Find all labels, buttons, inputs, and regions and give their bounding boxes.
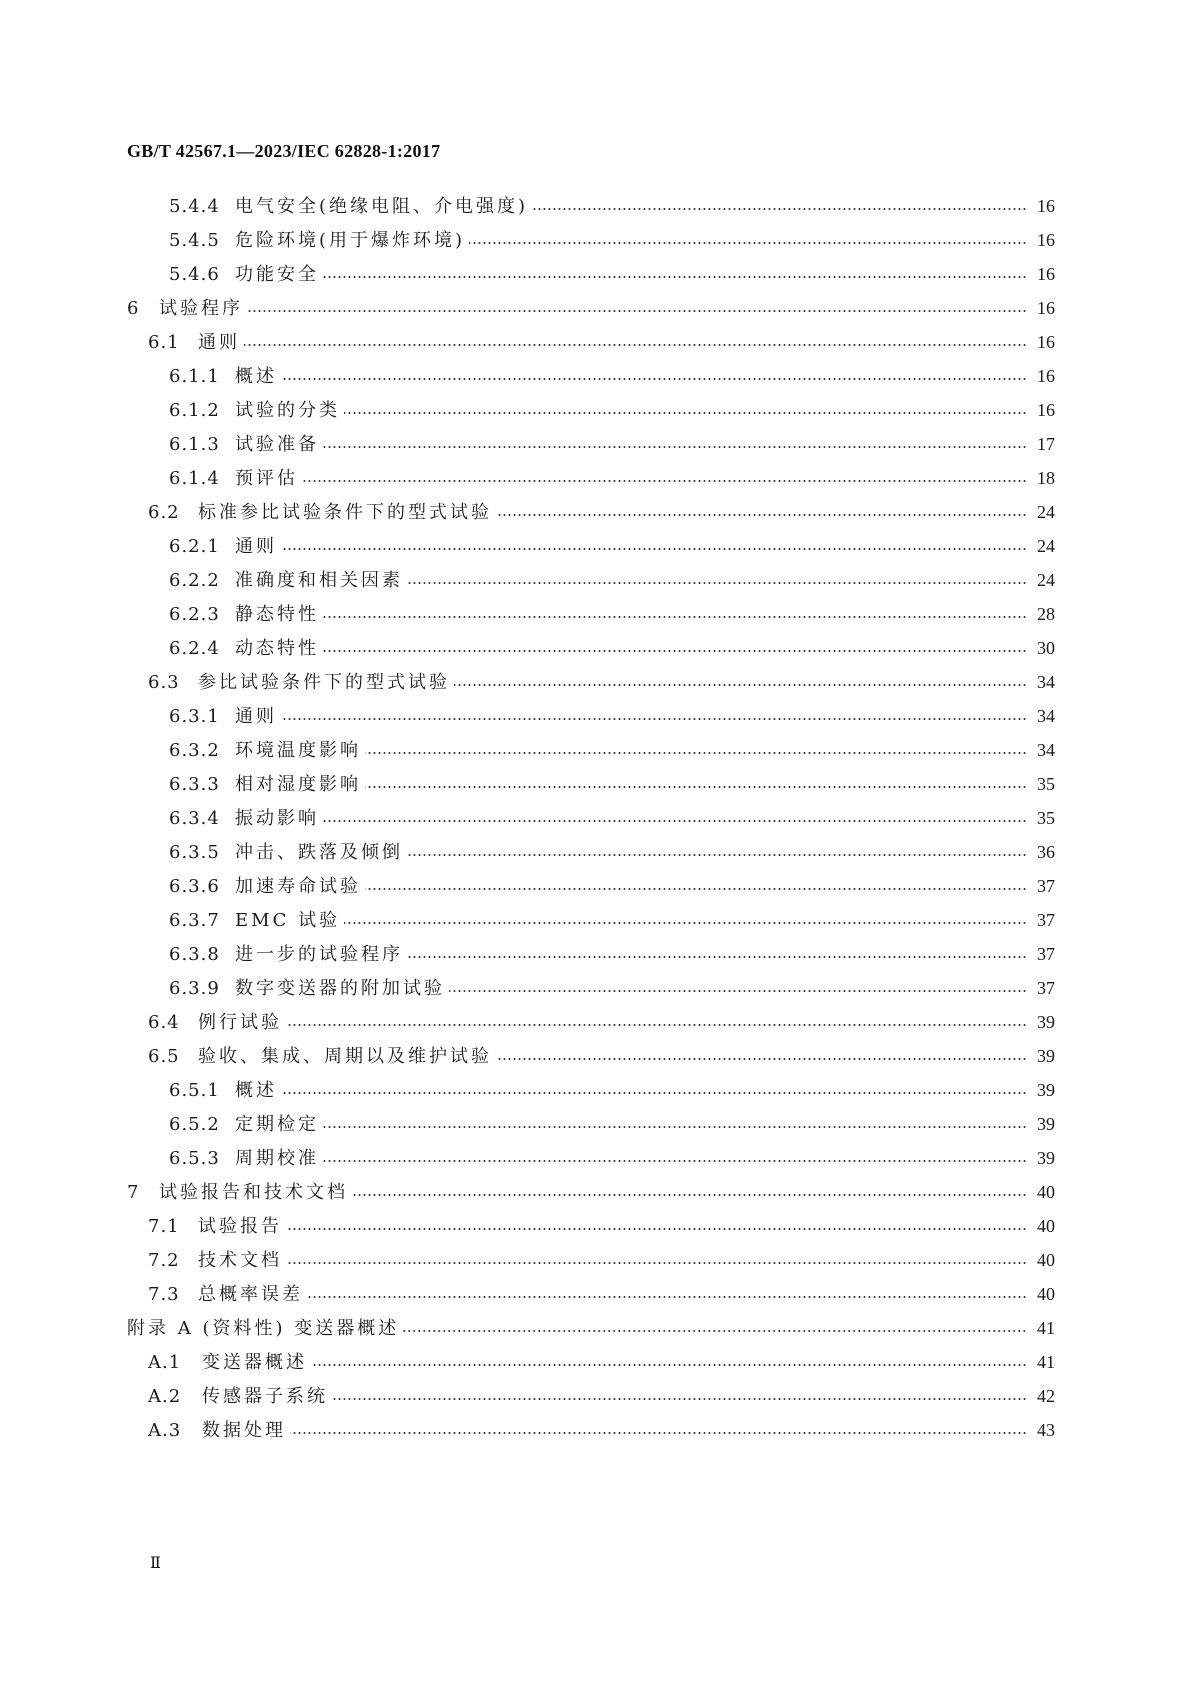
toc-entry-page: 17	[1037, 434, 1055, 454]
toc-entry-number: 6.5	[148, 1046, 180, 1067]
toc-entry-title: 振动影响	[235, 808, 319, 829]
toc-entry[interactable]	[169, 227, 1055, 253]
toc-entry-page: 43	[1037, 1420, 1055, 1440]
toc-entry-number: 6.2.3	[169, 604, 220, 625]
toc-entry-number: 6.3.9	[169, 978, 220, 999]
toc-entry-title: 冲击、跌落及倾倒	[235, 842, 403, 863]
toc-entry-number: 6.3.5	[169, 842, 220, 863]
toc-leader-dots	[302, 480, 1027, 482]
toc-leader-dots	[352, 1194, 1027, 1196]
toc-entry-number: 6.3.8	[169, 944, 220, 965]
toc-leader-dots	[407, 956, 1027, 958]
toc-entry[interactable]	[169, 363, 1055, 389]
toc-entry[interactable]	[148, 1043, 1055, 1069]
toc-entry-number: 6.1.1	[169, 366, 220, 387]
toc-entry-title: 概述	[235, 1080, 277, 1101]
toc-entry-title: 总概率误差	[198, 1284, 303, 1305]
toc-entry-title: EMC 试验	[235, 910, 341, 931]
toc-entry-title: 通则	[198, 332, 240, 353]
toc-entry[interactable]	[169, 873, 1055, 899]
toc-leader-dots	[403, 1330, 1027, 1332]
toc-entry-title: 试验程序	[159, 298, 243, 319]
toc-leader-dots	[323, 1126, 1027, 1128]
toc-entry-page: 40	[1037, 1250, 1055, 1270]
toc-entry-title: 传感器子系统	[202, 1386, 328, 1407]
toc-entry-number: 6.3	[148, 672, 180, 693]
toc-entry-page: 39	[1037, 1046, 1055, 1066]
toc-entry-page: 37	[1037, 910, 1055, 930]
toc-entry-title: 加速寿命试验	[235, 876, 361, 897]
toc-entry-page: 16	[1037, 196, 1055, 216]
toc-entry-page: 16	[1037, 230, 1055, 250]
toc-leader-dots	[496, 1058, 1027, 1060]
toc-entry-number: 6.1	[148, 332, 180, 353]
toc-leader-dots	[323, 820, 1027, 822]
toc-entry-page: 16	[1037, 298, 1055, 318]
toc-entry-title: 准确度和相关因素	[235, 570, 403, 591]
toc-leader-dots	[344, 922, 1027, 924]
toc-entry-number: 6.2	[148, 502, 180, 523]
toc-entry-page: 39	[1037, 1148, 1055, 1168]
toc-leader-dots	[323, 650, 1027, 652]
toc-leader-dots	[365, 752, 1027, 754]
toc-entry-title: 试验的分类	[235, 400, 340, 421]
toc-entry-number: 7	[127, 1182, 140, 1203]
toc-leader-dots	[286, 1262, 1027, 1264]
toc-entry-title: 数字变送器的附加试验	[235, 978, 445, 999]
toc-entry-page: 16	[1037, 400, 1055, 420]
toc-entry-page: 37	[1037, 978, 1055, 998]
toc-entry-page: 40	[1037, 1284, 1055, 1304]
toc-entry-page: 16	[1037, 264, 1055, 284]
toc-leader-dots	[281, 718, 1027, 720]
toc-entry[interactable]	[148, 1281, 1055, 1307]
toc-entry-page: 18	[1037, 468, 1055, 488]
toc-leader-dots	[332, 1398, 1027, 1400]
toc-entry-title: 概述	[235, 366, 277, 387]
toc-leader-dots	[311, 1364, 1027, 1366]
toc-entry-title: 静态特性	[235, 604, 319, 625]
toc-entry-number: 6.3.4	[169, 808, 220, 829]
toc-entry-page: 40	[1037, 1182, 1055, 1202]
toc-entry-title: 例行试验	[198, 1012, 282, 1033]
toc-entry-title: 相对湿度影响	[235, 774, 361, 795]
toc-entry-title: 周期校准	[235, 1148, 319, 1169]
toc-leader-dots	[247, 310, 1027, 312]
toc-entry-page: 41	[1037, 1318, 1055, 1338]
toc-entry[interactable]	[148, 669, 1055, 695]
toc-entry-title: 试验报告	[198, 1216, 282, 1237]
toc-entry-title: 数据处理	[202, 1420, 286, 1441]
toc-entry-title: 环境温度影响	[235, 740, 361, 761]
toc-entry-title: 变送器概述	[202, 1352, 307, 1373]
toc-entry-page: 30	[1037, 638, 1055, 658]
toc-entry-page: 35	[1037, 808, 1055, 828]
toc-entry-number: 6.2.4	[169, 638, 220, 659]
toc-leader-dots	[323, 446, 1027, 448]
toc-entry[interactable]	[169, 635, 1055, 661]
page-number: Ⅱ	[150, 1555, 161, 1572]
toc-entry[interactable]	[148, 1247, 1055, 1273]
toc-entry-number: 6.3.2	[169, 740, 220, 761]
toc-leader-dots	[454, 684, 1027, 686]
toc-entry[interactable]	[169, 907, 1055, 933]
toc-entry-page: 41	[1037, 1352, 1055, 1372]
toc-entry[interactable]	[148, 1349, 1055, 1375]
toc-entry[interactable]	[169, 703, 1055, 729]
toc-entry-title: 试验准备	[235, 434, 319, 455]
toc-entry[interactable]	[169, 771, 1055, 797]
toc-leader-dots	[286, 1024, 1027, 1026]
toc-entry[interactable]	[169, 431, 1055, 457]
toc-entry[interactable]	[169, 567, 1055, 593]
toc-entry[interactable]	[169, 839, 1055, 865]
toc-leader-dots	[290, 1432, 1027, 1434]
toc-entry-title: 定期检定	[235, 1114, 319, 1135]
toc-entry[interactable]	[169, 601, 1055, 627]
toc-entry-title: 电气安全(绝缘电阻、介电强度)	[235, 196, 529, 217]
toc-entry-number: 5.4.6	[169, 264, 220, 285]
toc-entry-title: 参比试验条件下的型式试验	[198, 672, 450, 693]
toc-entry-number: 7.1	[148, 1216, 180, 1237]
toc-leader-dots	[496, 514, 1027, 516]
toc-leader-dots	[344, 412, 1027, 414]
toc-entry-title: 试验报告和技术文档	[159, 1182, 348, 1203]
toc-entry-number: 6.4	[148, 1012, 180, 1033]
toc-entry[interactable]	[169, 1145, 1055, 1171]
toc-entry-appendix[interactable]	[127, 1315, 1055, 1341]
toc-leader-dots	[307, 1296, 1027, 1298]
toc-entry-number: 6.5.2	[169, 1114, 220, 1135]
toc-entry-title: 进一步的试验程序	[235, 944, 403, 965]
toc-entry[interactable]	[169, 737, 1055, 763]
toc-entry[interactable]	[169, 975, 1055, 1001]
toc-entry-title: 验收、集成、周期以及维护试验	[198, 1046, 492, 1067]
toc-entry[interactable]	[148, 1009, 1055, 1035]
toc-entry[interactable]	[169, 261, 1055, 287]
toc-entry-title: 动态特性	[235, 638, 319, 659]
toc-entry[interactable]	[169, 193, 1055, 219]
toc-entry-number: A.2	[148, 1386, 182, 1407]
toc-entry[interactable]	[127, 295, 1055, 321]
toc-entry-page: 16	[1037, 332, 1055, 352]
toc-entry-page: 42	[1037, 1386, 1055, 1406]
toc-entry[interactable]	[169, 1077, 1055, 1103]
toc-entry[interactable]	[169, 941, 1055, 967]
toc-entry-number: 6.5.3	[169, 1148, 220, 1169]
toc-leader-dots	[532, 208, 1027, 210]
toc-entry-page: 40	[1037, 1216, 1055, 1236]
toc-entry-page: 39	[1037, 1080, 1055, 1100]
toc-entry[interactable]	[148, 329, 1055, 355]
toc-entry-page: 24	[1037, 502, 1055, 522]
toc-entry-title: 通则	[235, 536, 277, 557]
toc-entry-number: 5.4.4	[169, 196, 220, 217]
toc-entry-number: 6	[127, 298, 140, 319]
toc-leader-dots	[323, 276, 1027, 278]
toc-entry-number: 5.4.5	[169, 230, 220, 251]
toc-entry-number: 6.2.1	[169, 536, 220, 557]
toc-leader-dots	[449, 990, 1027, 992]
toc-entry-page: 34	[1037, 672, 1055, 692]
toc-leader-dots	[407, 854, 1027, 856]
toc-entry-page: 28	[1037, 604, 1055, 624]
toc-entry-page: 24	[1037, 536, 1055, 556]
toc-entry-page: 37	[1037, 876, 1055, 896]
toc-entry-title: 附录 A (资料性) 变送器概述	[127, 1318, 400, 1339]
toc-entry-number: 6.1.3	[169, 434, 220, 455]
toc-entry-number: 6.3.1	[169, 706, 220, 727]
toc-entry-number: A.1	[148, 1352, 182, 1373]
toc-entry-page: 37	[1037, 944, 1055, 964]
toc-entry-number: 6.5.1	[169, 1080, 220, 1101]
toc-entry-page: 34	[1037, 706, 1055, 726]
toc-leader-dots	[323, 1160, 1027, 1162]
toc-entry[interactable]	[148, 1417, 1055, 1443]
toc-entry-page: 39	[1037, 1012, 1055, 1032]
toc-entry-title: 标准参比试验条件下的型式试验	[198, 502, 492, 523]
toc-leader-dots	[286, 1228, 1027, 1230]
toc-entry-page: 34	[1037, 740, 1055, 760]
toc-entry[interactable]	[148, 1383, 1055, 1409]
toc-entry[interactable]	[169, 1111, 1055, 1137]
toc-entry-page: 39	[1037, 1114, 1055, 1134]
toc-leader-dots	[281, 548, 1027, 550]
toc-entry-number: 6.1.4	[169, 468, 220, 489]
toc-leader-dots	[323, 616, 1027, 618]
toc-entry-title: 危险环境(用于爆炸环境)	[235, 230, 466, 251]
toc-entry-number: 6.3.3	[169, 774, 220, 795]
toc-leader-dots	[469, 242, 1027, 244]
toc-leader-dots	[281, 378, 1027, 380]
toc-entry[interactable]	[169, 397, 1055, 423]
toc-leader-dots	[365, 888, 1027, 890]
toc-entry-page: 24	[1037, 570, 1055, 590]
toc-entry-page: 16	[1037, 366, 1055, 386]
toc-leader-dots	[407, 582, 1027, 584]
toc-leader-dots	[365, 786, 1027, 788]
standard-header: GB/T 42567.1—2023/IEC 62828-1:2017	[127, 141, 441, 161]
toc-entry[interactable]	[148, 499, 1055, 525]
toc-entry-title: 功能安全	[235, 264, 319, 285]
toc-entry[interactable]	[127, 1179, 1055, 1205]
toc-entry-number: 7.3	[148, 1284, 180, 1305]
toc-entry-title: 技术文档	[198, 1250, 282, 1271]
toc-entry[interactable]	[148, 1213, 1055, 1239]
toc-entry-page: 35	[1037, 774, 1055, 794]
toc-leader-dots	[244, 344, 1027, 346]
toc-entry[interactable]	[169, 805, 1055, 831]
toc-entry-title: 通则	[235, 706, 277, 727]
toc-entry-number: 6.3.7	[169, 910, 220, 931]
toc-entry[interactable]	[169, 533, 1055, 559]
toc-leader-dots	[281, 1092, 1027, 1094]
toc-entry-page: 36	[1037, 842, 1055, 862]
toc-entry-number: 6.1.2	[169, 400, 220, 421]
toc-entry-number: 6.3.6	[169, 876, 220, 897]
toc-entry[interactable]	[169, 465, 1055, 491]
toc-entry-number: 6.2.2	[169, 570, 220, 591]
toc-entry-title: 预评估	[235, 468, 298, 489]
toc-entry-number: A.3	[148, 1420, 182, 1441]
toc-entry-number: 7.2	[148, 1250, 180, 1271]
